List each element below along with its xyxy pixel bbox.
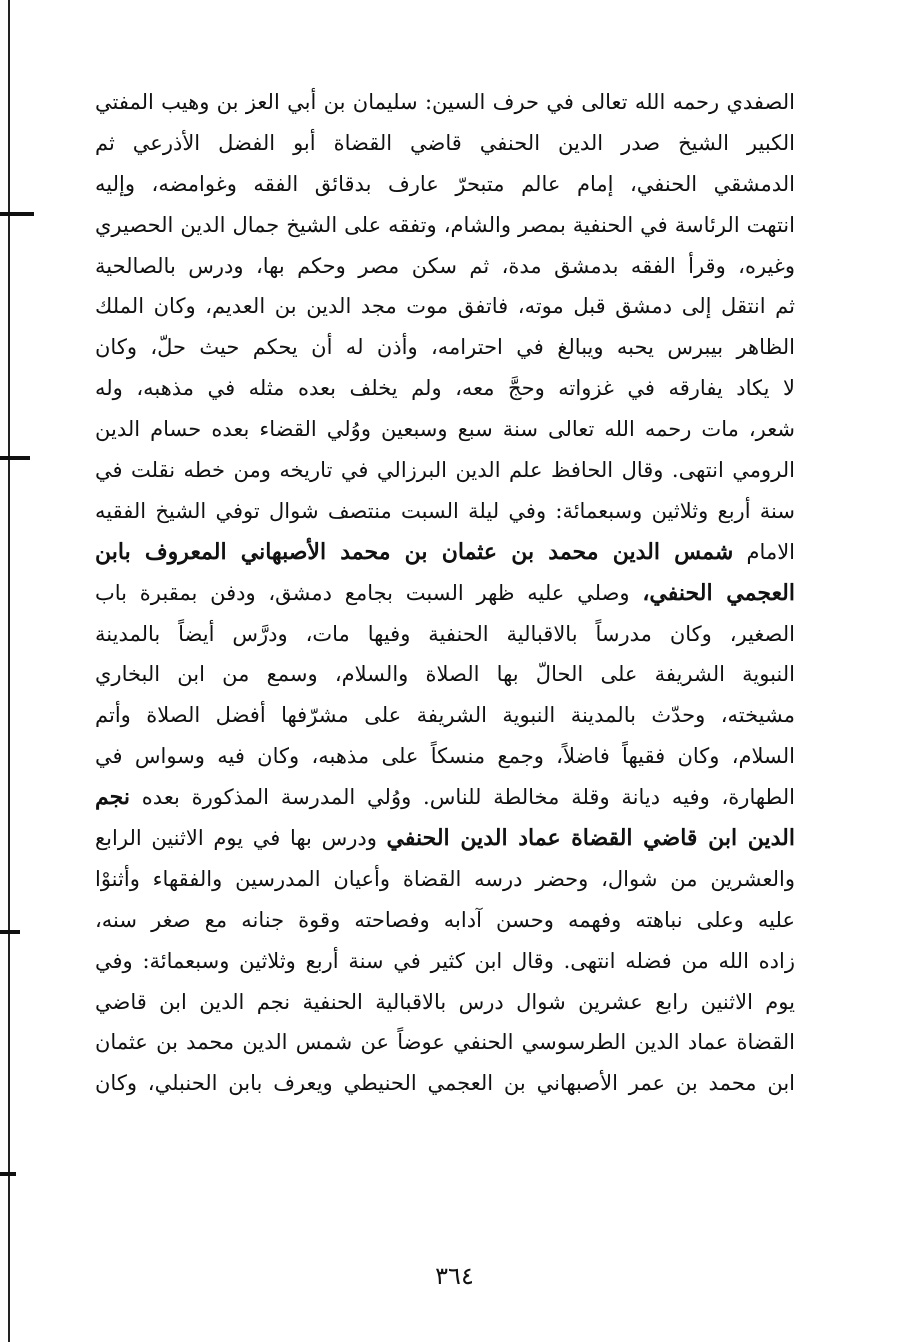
page-number: ٣٦٤ bbox=[435, 1262, 474, 1290]
text-span: الصفدي رحمه الله تعالى في حرف السين: سليمان بن أبي العز بن وهيب المفتي bbox=[95, 90, 795, 114]
text-line bbox=[95, 777, 795, 818]
text-line bbox=[95, 450, 795, 491]
text-line bbox=[95, 900, 795, 941]
text-span: الظاهر بيبرس يحبه ويبالغ في احترامه، وأذن له أن يحكم حيث حلّ، وكان bbox=[95, 335, 795, 360]
text-span: ودرس بها في يوم الاثنين الرابع bbox=[95, 826, 387, 851]
text-span: الدمشقي الحنفي، إمام عالم متبحرّ عارف بدقائق الفقه وغوامضه، وإليه bbox=[95, 171, 795, 196]
text-span: لا يكاد يفارقه في غزواته وحجَّ معه، ولم يخلف بعده مثله في مذهبه، وله bbox=[95, 376, 795, 401]
text-line bbox=[95, 941, 795, 982]
text-span: الطهارة، وفيه ديانة وقلة مخالطة للناس. ووُلي المدرسة المذكورة بعده bbox=[129, 785, 795, 810]
text-span: شعر، مات رحمه الله تعالى سنة سبع وسبعين ووُلي القضاء بعده حسام الدين bbox=[95, 417, 795, 442]
text-span: انتهت الرئاسة في الحنفية بمصر والشام، وتفقه على الشيخ جمال الدين الحصيري bbox=[95, 212, 795, 237]
text-span: الرومي انتهى. وقال الحافظ علم الدين البرزالي في تاريخه ومن خطه نقلت في bbox=[95, 458, 795, 483]
text-line bbox=[95, 409, 795, 450]
text-span: الكبير الشيخ صدر الدين الحنفي قاضي القضاة أبو الفضل الأذرعي ثم bbox=[95, 130, 795, 155]
text-span: السلام، وكان فقيهاً فاضلاً، وجمع منسكاً على مذهبه، وكان فيه وسواس في bbox=[95, 744, 795, 769]
text-span: القضاة عماد الدين الطرسوسي الحنفي عوضاً عن شمس الدين محمد بن عثمان bbox=[95, 1030, 795, 1055]
text-span: النبوية الشريفة على الحالّ بها الصلاة والسلام، وسمع من ابن البخاري bbox=[95, 662, 795, 687]
body-text bbox=[95, 82, 795, 1104]
text-span: وصلي عليه ظهر السبت بجامع دمشق، ودفن بمقبرة باب bbox=[95, 580, 643, 605]
text-line bbox=[95, 982, 795, 1023]
text-span: الامام bbox=[733, 539, 795, 564]
text-span: وغيره، وقرأ الفقه بدمشق مدة، ثم سكن مصر وحكم بها، ودرس بالصالحية bbox=[95, 253, 795, 278]
margin-mark bbox=[0, 212, 34, 216]
margin-mark bbox=[0, 930, 20, 934]
text-line bbox=[95, 614, 795, 655]
text-span: ابن محمد بن عمر الأصبهاني بن العجمي الحنيطي ويعرف بابن الحنبلي، وكان bbox=[95, 1071, 795, 1096]
text-line bbox=[95, 818, 795, 859]
text-line bbox=[95, 573, 795, 614]
bold-name-span: شمس الدين محمد بن عثمان بن محمد الأصبهاني المعروف بابن bbox=[95, 538, 734, 565]
bold-name-span: الدين ابن قاضي القضاة عماد الدين الحنفي bbox=[386, 825, 795, 852]
text-line bbox=[95, 368, 795, 409]
text-span: سنة أربع وثلاثين وسبعمائة: وفي ليلة السبت منتصف شوال توفي الشيخ الفقيه bbox=[95, 498, 795, 523]
text-line bbox=[95, 654, 795, 695]
text-span: ثم انتقل إلى دمشق قبل موته، فاتفق موت مجد الدين بن العديم، وكان الملك bbox=[95, 294, 795, 319]
text-line bbox=[95, 859, 795, 900]
text-line bbox=[95, 532, 795, 573]
text-line bbox=[95, 491, 795, 532]
text-line bbox=[95, 736, 795, 777]
text-span: زاده الله من فضله انتهى. وقال ابن كثير في سنة أربع وثلاثين وسبعمائة: وفي bbox=[95, 948, 795, 973]
text-line bbox=[95, 123, 795, 164]
text-line bbox=[95, 82, 795, 123]
text-span: والعشرين من شوال، وحضر درسه القضاة وأعيان المدرسين والفقهاء وأثنوْا bbox=[95, 866, 795, 891]
page-edge-rule bbox=[8, 0, 10, 1342]
text-line bbox=[95, 1022, 795, 1063]
text-line bbox=[95, 164, 795, 205]
text-line bbox=[95, 246, 795, 287]
bold-name-span: العجمي الحنفي، bbox=[642, 579, 795, 606]
bold-name-span: نجم bbox=[95, 784, 130, 811]
margin-mark bbox=[0, 456, 30, 460]
text-line bbox=[95, 327, 795, 368]
text-span: مشيخته، وحدّث بالمدينة النبوية الشريفة على مشرّفها أفضل الصلاة وأتم bbox=[95, 703, 795, 728]
text-line bbox=[95, 205, 795, 246]
text-span: عليه وعلى نباهته وفهمه وحسن آدابه وفصاحته وقوة جنانه مع صغر سنه، bbox=[95, 907, 795, 932]
margin-mark bbox=[0, 1172, 16, 1176]
text-span: الصغير، وكان مدرساً بالاقبالية الحنفية وفيها مات، ودرَّس أيضاً بالمدينة bbox=[95, 621, 795, 646]
text-line bbox=[95, 1063, 795, 1104]
text-span: يوم الاثنين رابع عشرين شوال درس بالاقبالية الحنفية نجم الدين ابن قاضي bbox=[95, 989, 795, 1014]
text-line bbox=[95, 695, 795, 736]
text-line bbox=[95, 286, 795, 327]
